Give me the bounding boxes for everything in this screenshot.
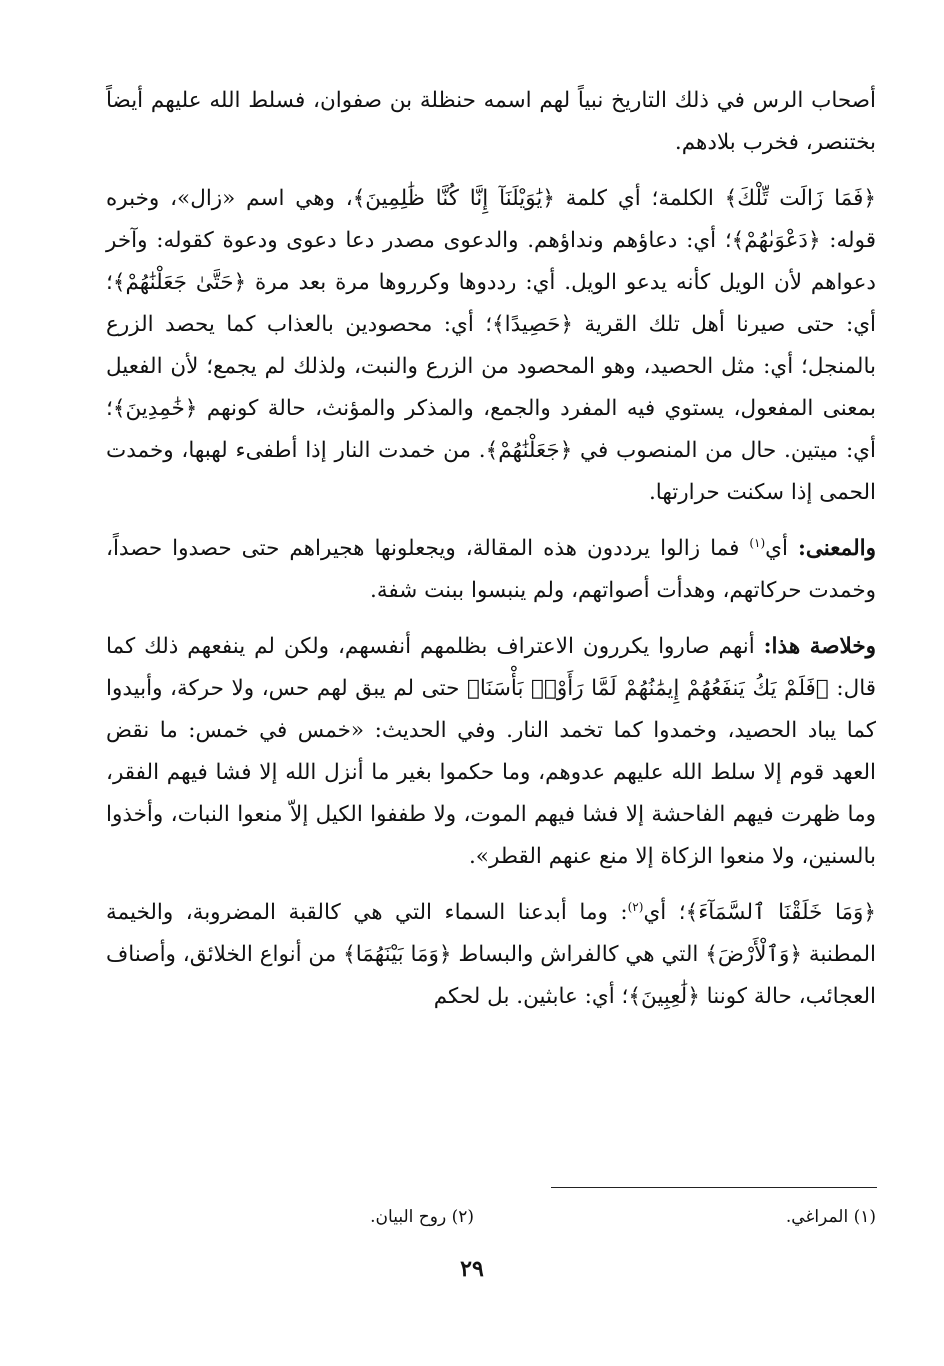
text-run: من أنواع الخلائق، وأصناف العجائب، حالة كوننا (106, 942, 876, 1009)
text-run: : وما أبدعنا السماء التي هي كالقبة المضروبة، والخيمة المطنبة (106, 900, 876, 967)
text-run: ؛ أي: دعاؤهم ونداؤهم. والدعوى مصدر دعا دعوى ودعوة كقوله: وآخر دعواهم لأن الويل كأنه يدعو الويل. أي: رددوها وكرروها مرة بعد مرة (106, 228, 877, 295)
paragraph-1 (106, 80, 876, 164)
footnote-rule (551, 1187, 877, 1188)
body-text (106, 80, 876, 1032)
text-run: ؛ أي: عابثين. بل لحكم (433, 984, 629, 1009)
footnote-marker: (٢) (627, 899, 644, 914)
footnote-2: (٢) روح البيان. (370, 1207, 474, 1227)
text-run: فما زالوا يرددون هذه المقالة، ويجعلونها هجيراهم حتى حصدوا حصداً، وخمدت حركاتهم، وهدأت أصواتهم، ولم ينبسوا ببنت شفة. (106, 536, 876, 603)
quran-verse: ﴿فَمَا زَالَت تِّلْكَ﴾ (724, 186, 876, 211)
text-run: أصحاب الرس في ذلك التاريخ نبياً لهم اسمه حنظلة بن صفوان، فسلط الله عليهم أيضاً بختنصر، فخرب بلادهم. (106, 88, 876, 155)
page-number: ٢٩ (460, 1256, 484, 1282)
text-run: الكلمة؛ أي كلمة (554, 186, 725, 211)
quran-verse: ﴿دَعْوَىٰهُمْ﴾ (731, 228, 821, 253)
quran-verse: ﴿وَمَا خَلَقْنَا ٱلسَّمَآءَ﴾ (685, 900, 876, 925)
paragraph-5 (106, 892, 876, 1018)
quran-verse: ﴿يَٰوَيْلَنَآ إِنَّا كُنَّا ظَٰلِمِينَ﴾ (352, 186, 555, 211)
text-run: أنهم صاروا يكررون الاعتراف بظلمهم أنفسهم، ولكن لم ينفعهم ذلك كما قال: (106, 634, 877, 701)
footnote-marker: (١) (749, 535, 766, 550)
text-run: ؛ أي: حتى صيرنا أهل تلك القرية (106, 270, 876, 337)
quran-verse: ﴿لَٰعِبِينَ﴾ (628, 984, 700, 1009)
quran-verse: ﴿حَصِيدًا﴾ (492, 312, 573, 337)
text-run: حتى لم يبق لهم حس، ولا حركة، وأبيدوا كما يباد الحصيد، وخمدوا كما تخمد النار. وفي الحديث: «خمس في خمس: ما نقض العهد قوم إلا سلط الله عليهم عدوهم، وما حكموا بغير ما أنزل الله إلا فشا فيهم الفقر، وما ظهرت فيهم الفاحشة إلا فشا فيهم الموت، ولا طففوا الكيل إلاّ منعوا النبات، وأخذوا بالسنين، ولا منعوا الزكاة إلا منع عنهم القطر». (106, 676, 876, 869)
text-run: . من خمدت النار إذا أطفىء لهبها، وخمدت الحمى إذا سكنت حرارتها. (106, 438, 876, 505)
paragraph-lead: وخلاصة هذا: (763, 634, 876, 659)
quran-verse: ﴿فَلَمْ يَكُ يَنفَعُهُمْ إِيمَٰنُهُمْ لَمَّا رَأَوْا۟ بَأْسَنَا﴾ (466, 676, 829, 701)
text-run: التي هي كالفراش والبساط (451, 942, 706, 967)
quran-verse: ﴿حَتَّىٰ جَعَلْنَٰهُمْ﴾ (112, 270, 247, 295)
paragraph-lead: والمعنى: (797, 536, 876, 561)
text-run: ، وهي اسم «زال»، وخبره قوله: (106, 186, 876, 253)
text-run: ؛ أي (643, 900, 686, 925)
footnote-1: (١) المراغي. (785, 1207, 876, 1227)
quran-verse: ﴿خَٰمِدِينَ﴾ (112, 396, 198, 421)
text-run: ؛ أي: ميتين. حال من المنصوب في (106, 396, 876, 463)
paragraph-2 (106, 178, 876, 514)
text-run: أي (765, 536, 798, 561)
quran-verse: ﴿وَٱلْأَرْضَ﴾ (705, 942, 803, 967)
quran-verse: ﴿جَعَلْنَٰهُمْ﴾ (485, 438, 573, 463)
paragraph-3 (106, 528, 876, 612)
paragraph-4 (106, 626, 876, 878)
text-run: ؛ أي: محصودين بالعذاب كما يحصد الزرع بالمنجل؛ أي: مثل الحصيد، وهو المحصود من الزرع والنبت، ولذلك لم يجمع؛ لأن الفعيل بمعنى المفعول، يستوي فيه المفرد والجمع، والمذكر والمؤنث، حالة كونهم (106, 312, 876, 421)
quran-verse: ﴿وَمَا بَيْنَهُمَا﴾ (343, 942, 452, 967)
